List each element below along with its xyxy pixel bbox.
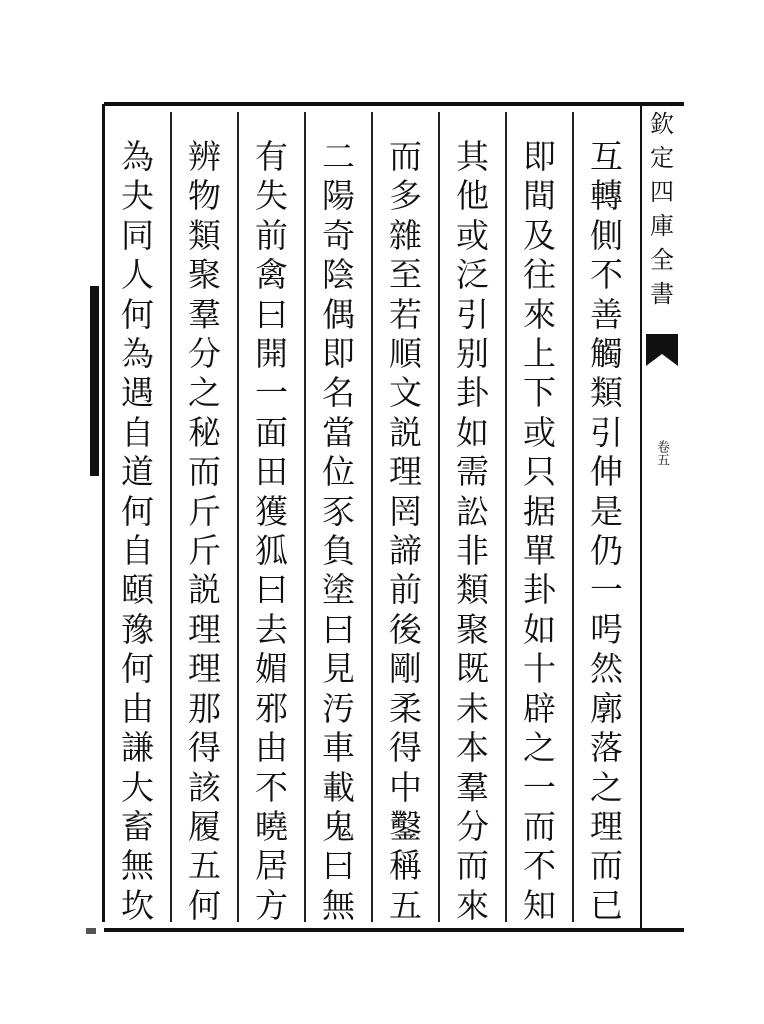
column-char: 物	[188, 176, 221, 216]
text-column	[305, 106, 372, 928]
column-char: 類	[456, 570, 489, 610]
column-char: 道	[121, 452, 154, 492]
column-char: 五	[188, 846, 221, 886]
column-char: 即	[523, 137, 556, 176]
column-char: 二	[322, 137, 355, 176]
column-char: 曰	[322, 609, 355, 649]
column-char: 同	[121, 215, 154, 255]
title-char: 定	[650, 144, 674, 172]
column-char: 訟	[456, 491, 489, 531]
text-column	[573, 106, 640, 928]
column-char: 觸	[590, 334, 623, 374]
column-char: 該	[188, 767, 221, 807]
column-char: 而	[523, 806, 556, 846]
column-char: 去	[255, 609, 288, 649]
column-char: 理	[590, 806, 623, 846]
column-char: 狐	[255, 531, 288, 571]
column-char: 稱	[389, 846, 422, 886]
column-char: 理	[188, 609, 221, 649]
column-char: 為	[121, 137, 154, 176]
column-char: 聚	[188, 255, 221, 295]
column-char: 五	[389, 885, 422, 925]
column-char: 名	[322, 373, 355, 413]
column-char: 由	[255, 728, 288, 768]
column-char: 偶	[322, 294, 355, 334]
column-char: 何	[121, 294, 154, 334]
column-char: 類	[590, 373, 623, 413]
column-char: 豫	[121, 609, 154, 649]
column-char: 媚	[255, 649, 288, 689]
binding-mark	[90, 286, 99, 476]
column-char: 分	[188, 334, 221, 374]
column-char: 轉	[590, 176, 623, 216]
column-char: 當	[322, 412, 355, 452]
column-char: 理	[389, 452, 422, 492]
column-char: 陽	[322, 176, 355, 216]
column-char: 知	[523, 885, 556, 925]
column-char: 羣	[188, 294, 221, 334]
column-char: 辟	[523, 688, 556, 728]
column-char: 車	[322, 728, 355, 768]
column-char: 自	[121, 412, 154, 452]
column-char: 單	[523, 531, 556, 571]
column-char: 而	[389, 137, 422, 176]
column-char: 獲	[255, 491, 288, 531]
column-char: 為	[121, 334, 154, 374]
column-char: 文	[389, 373, 422, 413]
column-char: 如	[456, 412, 489, 452]
fish-tail-mark-icon	[644, 332, 680, 372]
column-char: 雜	[389, 215, 422, 255]
column-char: 若	[389, 294, 422, 334]
column-char: 聚	[456, 609, 489, 649]
column-char: 落	[590, 728, 623, 768]
column-char: 自	[121, 531, 154, 571]
text-column	[506, 106, 573, 928]
title-char: 庫	[650, 212, 674, 240]
column-char: 别	[456, 334, 489, 374]
column-char: 往	[523, 255, 556, 295]
column-char: 無	[121, 846, 154, 886]
column-char: 或	[523, 412, 556, 452]
column-char: 未	[456, 688, 489, 728]
column-char: 塗	[322, 570, 355, 610]
column-char: 斤	[188, 491, 221, 531]
column-char: 卦	[523, 570, 556, 610]
column-char: 田	[255, 452, 288, 492]
column-char: 畜	[121, 806, 154, 846]
column-char: 何	[121, 649, 154, 689]
column-char: 何	[188, 885, 221, 925]
column-char: 十	[523, 649, 556, 689]
column-char: 秘	[188, 412, 221, 452]
column-char: 而	[456, 846, 489, 886]
column-char: 多	[389, 176, 422, 216]
column-char: 不	[590, 255, 623, 295]
column-char: 來	[456, 885, 489, 925]
column-char: 之	[523, 728, 556, 768]
column-char: 奇	[322, 215, 355, 255]
column-char: 夬	[121, 176, 154, 216]
column-char: 陰	[322, 255, 355, 295]
column-char: 分	[456, 806, 489, 846]
text-column	[439, 106, 506, 928]
column-char: 開	[255, 334, 288, 374]
column-char: 豕	[322, 491, 355, 531]
column-char: 及	[523, 215, 556, 255]
column-char: 頤	[121, 570, 154, 610]
column-char: 本	[456, 728, 489, 768]
column-char: 下	[523, 373, 556, 413]
column-char: 而	[188, 452, 221, 492]
column-char: 曉	[255, 806, 288, 846]
column-char: 遇	[121, 373, 154, 413]
book-title	[644, 112, 680, 316]
column-char: 有	[255, 137, 288, 176]
column-char: 斤	[188, 531, 221, 571]
column-char: 曰	[255, 294, 288, 334]
column-char: 大	[121, 767, 154, 807]
column-char: 一	[523, 767, 556, 807]
column-char: 柔	[389, 688, 422, 728]
scan-speck	[86, 928, 96, 934]
column-char: 至	[389, 255, 422, 295]
column-char: 説	[389, 412, 422, 452]
column-char: 已	[590, 885, 623, 925]
title-char: 全	[650, 246, 674, 274]
column-char: 其	[456, 137, 489, 176]
column-char: 人	[121, 255, 154, 295]
column-char: 善	[590, 294, 623, 334]
column-char: 他	[456, 176, 489, 216]
column-char: 只	[523, 452, 556, 492]
column-char: 後	[389, 609, 422, 649]
column-char: 位	[322, 452, 355, 492]
column-char: 引	[590, 412, 623, 452]
column-char: 既	[456, 649, 489, 689]
column-char: 即	[322, 334, 355, 374]
column-char: 一	[255, 373, 288, 413]
column-char: 方	[255, 885, 288, 925]
text-column	[372, 106, 439, 928]
column-char: 不	[255, 767, 288, 807]
column-char: 剛	[389, 649, 422, 689]
column-char: 順	[389, 334, 422, 374]
column-char: 見	[322, 649, 355, 689]
column-char: 互	[590, 137, 623, 176]
column-char: 需	[456, 452, 489, 492]
column-char: 載	[322, 767, 355, 807]
column-char: 禽	[255, 255, 288, 295]
column-char: 据	[523, 491, 556, 531]
column-char: 是	[590, 491, 623, 531]
column-char: 泛	[456, 255, 489, 295]
column-char: 得	[389, 728, 422, 768]
title-char: 書	[650, 280, 674, 308]
text-column	[104, 106, 171, 928]
column-char: 然	[590, 649, 623, 689]
column-char: 汚	[322, 688, 355, 728]
column-char: 履	[188, 806, 221, 846]
column-char: 居	[255, 846, 288, 886]
column-char: 曰	[255, 570, 288, 610]
column-char: 得	[188, 728, 221, 768]
column-char: 如	[523, 609, 556, 649]
text-frame	[104, 102, 640, 932]
title-char: 四	[650, 178, 674, 206]
column-char: 側	[590, 215, 623, 255]
column-char: 廓	[590, 688, 623, 728]
column-char: 坎	[121, 885, 154, 925]
column-char: 何	[121, 491, 154, 531]
column-char: 上	[523, 334, 556, 374]
column-char: 或	[456, 215, 489, 255]
column-char: 之	[188, 373, 221, 413]
text-column	[171, 106, 238, 928]
column-char: 卦	[456, 373, 489, 413]
column-char: 面	[255, 412, 288, 452]
column-char: 仍	[590, 531, 623, 571]
column-char: 中	[389, 767, 422, 807]
column-char: 由	[121, 688, 154, 728]
column-char: 而	[590, 846, 623, 886]
column-char: 負	[322, 531, 355, 571]
column-char: 間	[523, 176, 556, 216]
column-char: 羣	[456, 767, 489, 807]
column-char: 謙	[121, 728, 154, 768]
column-char: 前	[389, 570, 422, 610]
column-char: 鬼	[322, 806, 355, 846]
column-char: 諦	[389, 531, 422, 571]
title-char: 欽	[650, 110, 674, 138]
column-char: 呺	[590, 609, 623, 649]
column-char: 邪	[255, 688, 288, 728]
column-char: 類	[188, 215, 221, 255]
column-char: 説	[188, 570, 221, 610]
column-char: 一	[590, 570, 623, 610]
column-char: 曰	[322, 846, 355, 886]
column-char: 罔	[389, 491, 422, 531]
column-char: 前	[255, 215, 288, 255]
column-char: 失	[255, 176, 288, 216]
column-char: 引	[456, 294, 489, 334]
column-char: 來	[523, 294, 556, 334]
column-char: 伸	[590, 452, 623, 492]
column-char: 辨	[188, 137, 221, 176]
column-char: 非	[456, 531, 489, 571]
column-char: 理	[188, 649, 221, 689]
column-char: 無	[322, 885, 355, 925]
column-char: 不	[523, 846, 556, 886]
text-column	[238, 106, 305, 928]
column-char: 鑿	[389, 806, 422, 846]
column-char: 之	[590, 767, 623, 807]
volume-label: 卷五	[654, 440, 669, 466]
margin-divider	[640, 106, 642, 928]
page-margin-column	[640, 102, 684, 932]
column-char: 那	[188, 688, 221, 728]
